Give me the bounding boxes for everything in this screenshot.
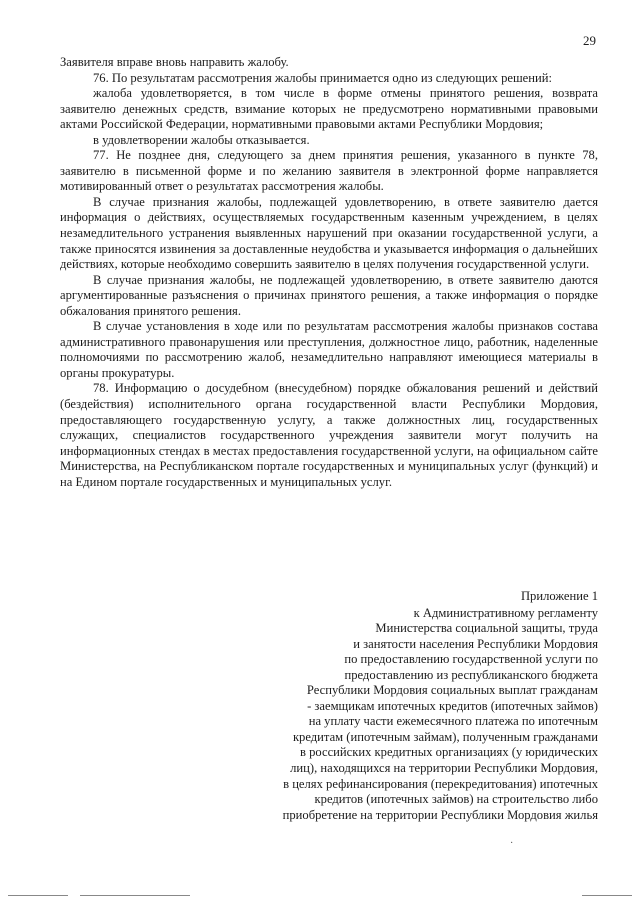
appendix-line: кредитам (ипотечным займам), полученным гражданами xyxy=(292,729,598,744)
footer-rule xyxy=(80,895,190,896)
appendix-line: предоставлению из республиканского бюджета xyxy=(344,667,598,682)
appendix-header xyxy=(178,589,598,823)
paragraph: В случае признания жалобы, подлежащей удовлетворению, в ответе заявителю дается информация о действиях, осуществляемых государственным казенным учреждением, в целях незамедлительного устранения выявленных нарушений при оказании государственной услуги, а также приносятся извинения за доставленные неудобства и указывается информация о дальнейших действиях, которые необходимо совершить заявителю в целях получения государственной услуги. xyxy=(60,194,598,272)
paragraph: Заявителя вправе вновь направить жалобу. xyxy=(60,55,289,69)
appendix-line: Республики Мордовия социальных выплат гражданам xyxy=(306,683,598,698)
paragraph: 77. Не позднее дня, следующего за днем принятия решения, указанного в пункте 78, заявителю в письменной форме и по желанию заявителя в электронной форме направляется мотивированный ответ о результатах рассмотрения жалобы. xyxy=(60,148,598,194)
appendix-line: и занятости населения Республики Мордовия xyxy=(353,636,598,651)
document-body xyxy=(60,55,598,490)
footer-rule xyxy=(582,895,632,896)
appendix-lines xyxy=(178,606,598,824)
appendix-line: лиц), находящихся на территории Республики Мордовия, xyxy=(290,761,598,776)
paragraph: 76. По результатам рассмотрения жалобы принимается одно из следующих решений: xyxy=(93,70,552,85)
paragraph: В случае установления в ходе или по результатам рассмотрения жалобы признаков состава административного правонарушения или преступления, должностное лицо, работник, наделенные полномочиями по рассмотрению жалоб, незамедлительно направляют имеющиеся материалы в органы прокуратуры. xyxy=(60,319,598,380)
appendix-line: кредитов (ипотечных займов) на строительство либо xyxy=(314,792,598,807)
appendix-line: приобретение на территории Республики Мордовия жилья xyxy=(282,807,598,822)
appendix-line: по предоставлению государственной услуги по xyxy=(344,652,598,667)
appendix-line: в целях рефинансирования (перекредитования) ипотечных xyxy=(283,776,598,791)
appendix-line: Министерства социальной защиты, труда xyxy=(375,621,598,636)
scan-mark: · xyxy=(510,838,514,849)
appendix-line: в российских кредитных организациях (у юридических xyxy=(299,745,598,760)
appendix-line: - заемщикам ипотечных кредитов (ипотечных займов) xyxy=(307,698,598,713)
appendix-heading: Приложение 1 xyxy=(520,589,598,603)
footer-rule xyxy=(8,895,68,896)
appendix-line: на уплату части ежемесячного платежа по ипотечным xyxy=(308,714,598,729)
paragraph: жалоба удовлетворяется, в том числе в форме отмены принятого решения, возврата заявителю денежных средств, взимание которых не предусмотрено нормативными правовыми актами Российской Федерации, нормативными правовыми актами Республики Мордовия; xyxy=(60,86,598,132)
appendix-line: к Административному регламенту xyxy=(413,605,598,620)
paragraph: В случае признания жалобы, не подлежащей удовлетворению, в ответе заявителю даются аргументированные разъяснения о причинах принятого решения, а также информация о порядке обжалования принятого решения. xyxy=(60,272,598,318)
page-number: 29 xyxy=(583,33,596,48)
paragraph: 78. Информацию о досудебном (внесудебном) порядке обжалования решений и действий (бездействия) исполнительного органа государственной власти Республики Мордовия, предоставляющего государственную услугу, а также должностных лиц, государственных служащих, специалистов государственного учреждения заявители могут получить на информационных стендах в местах предоставления государственной услуги, на официальном сайте Министерства, на Республиканском портале государственных и муниципальных услуг (функций) и на Едином портале государственных и муниципальных услуг. xyxy=(60,381,598,489)
paragraph: в удовлетворении жалобы отказывается. xyxy=(93,132,310,147)
